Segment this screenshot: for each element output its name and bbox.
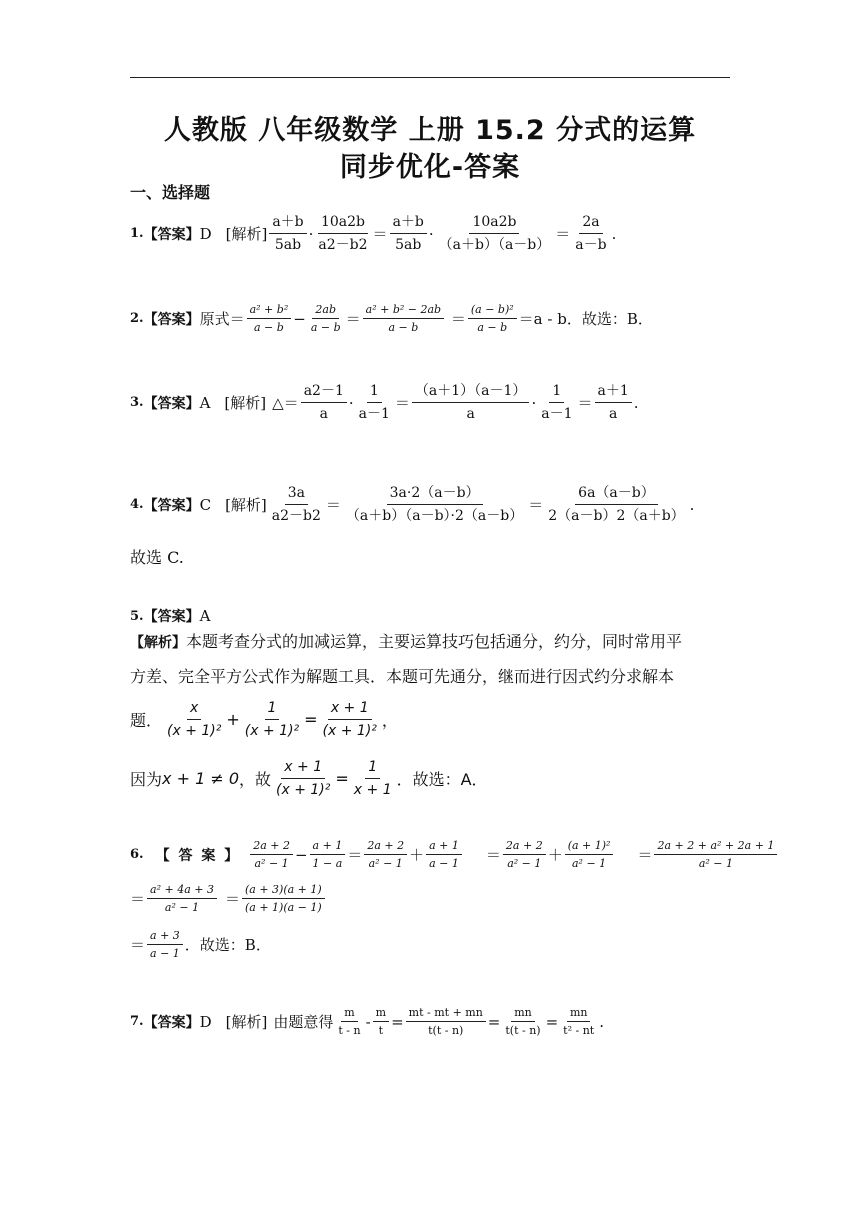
because-text: 因为 xyxy=(130,770,163,789)
conclusion: ．故选：B． xyxy=(184,936,271,954)
denominator: 5ab xyxy=(274,237,302,253)
numerator: 1 xyxy=(365,757,380,779)
q4-conclusion: 故选 C. xyxy=(130,548,184,567)
answer-tag: 【答案】 xyxy=(143,1014,200,1031)
answer-tag: 【 答 案 】 xyxy=(155,847,241,864)
question-number: 4. xyxy=(130,497,144,512)
fraction xyxy=(269,483,324,526)
numerator: 2a + 2 xyxy=(503,838,546,855)
denominator: a² − 1 xyxy=(571,857,607,870)
denominator: a2－b2 xyxy=(318,237,368,253)
denominator: a² − 1 xyxy=(254,857,289,870)
numerator: 3a xyxy=(285,483,308,505)
answer-tag: 【答案】 xyxy=(143,226,200,243)
fraction xyxy=(468,302,517,335)
question-4: 4. 【答案】 C [解析] $\frac{3a}{a2-b2}$ ＝ $\frac{3a\cdot 2(a-b)}{(a+b)(a-b)\cdot 2(a-b)}$ ＝ $\frac{6a(a-b)}{2(a-b)2(a+b)}$ . xyxy=(130,485,695,524)
answer-choice: A xyxy=(199,607,211,625)
numerator: x xyxy=(187,698,201,720)
denominator: a − b xyxy=(388,321,419,334)
question-6-line2: ＝ $\frac{\text{a² + 4a + 3}}{\text{a² − 1}}$ ＝ $\frac{(a + 3)(a + 1)}{(a + 1)(a - 1)}$ xyxy=(130,882,327,915)
numerator: 1 xyxy=(549,381,564,403)
numerator: a² + 4a + 3 xyxy=(147,882,217,899)
fraction xyxy=(308,302,344,335)
fraction xyxy=(242,698,302,741)
numerator: a2－1 xyxy=(301,381,347,403)
question-5-explanation xyxy=(130,625,730,693)
denominator: a − 1 xyxy=(150,947,180,960)
fraction xyxy=(315,212,370,255)
numerator: mn xyxy=(567,1005,591,1022)
answer-tag: 【答案】 xyxy=(143,311,200,328)
denominator: a − b xyxy=(254,321,284,334)
answer-choice: D xyxy=(199,224,212,243)
yuanshi-label: 原式＝ xyxy=(199,310,245,328)
fraction xyxy=(273,757,333,800)
denominator: a2－b2 xyxy=(271,508,321,524)
denominator: a xyxy=(466,406,475,422)
numerator: (a + 3)(a + 1) xyxy=(242,882,325,899)
question-3: 3. 【答案】 A [解析] △＝ $\frac{a2-1}{a}$ · $\frac{1}{a-1}$ ＝ $\frac{(a+1)(a-1)}{a}$ · $\frac{1}{a-1}$ ＝ $\frac{a+1}{a}$ . xyxy=(130,383,639,422)
numerator: 2a + 2 xyxy=(250,838,293,855)
fraction xyxy=(147,882,217,915)
question-number: 1. xyxy=(130,226,144,241)
denominator: 2（a－b）2（a＋b） xyxy=(548,508,685,524)
denominator: t(t - n) xyxy=(505,1024,541,1037)
explanation-text: 方差、完全平方公式作为解题工具．本题可先通分，继而进行因式约分求解本 xyxy=(130,667,675,686)
expression-lead: △＝ xyxy=(272,394,299,412)
conclusion: ．故选：A． xyxy=(396,770,488,789)
question-number: 5. xyxy=(130,608,144,624)
fraction xyxy=(436,212,554,255)
denominator: a－b xyxy=(575,237,607,253)
denominator: a－1 xyxy=(358,406,390,422)
numerator: a² + b² xyxy=(247,302,292,319)
therefore-text: ，故 xyxy=(239,770,272,789)
numerator: 1 xyxy=(265,698,280,720)
denominator: a − b xyxy=(310,321,341,334)
denominator: a² − 1 xyxy=(507,857,542,870)
numerator: 2ab xyxy=(312,302,339,319)
question-number: 2. xyxy=(130,311,144,326)
numerator: m xyxy=(373,1005,389,1022)
numerator: mt - mt + mn xyxy=(406,1005,486,1022)
fraction xyxy=(560,1005,597,1038)
fraction xyxy=(502,1005,543,1038)
question-7: 7. 【答案】 D [解析] 由题意得 $\frac{m}{t - n}$ - $\frac{m}{t}$ = $\frac{mt - mt + mn}{t(t - n)}$ = $\frac{mn}{t(t - n)}$ = $\frac{mn}{\text{t² - nt}}$ . xyxy=(130,1006,604,1037)
explanation-text: 题． xyxy=(130,711,163,730)
jiexi-label: [解析] xyxy=(225,496,267,514)
answer-choice: D xyxy=(199,1012,212,1031)
numerator: 10a2b xyxy=(318,212,368,234)
fraction xyxy=(164,698,224,741)
fraction xyxy=(320,698,380,741)
fraction xyxy=(654,838,777,871)
fraction xyxy=(356,381,393,424)
denominator: （a＋b）（a－b） xyxy=(438,237,551,253)
question-number: 6. xyxy=(130,847,144,862)
denominator: a² − 1 xyxy=(164,901,200,914)
numerator: a² + b² − 2ab xyxy=(363,302,444,319)
denominator: (x + 1)² xyxy=(322,723,377,739)
numerator: 2a + 2 + a² + 2a + 1 xyxy=(654,838,777,855)
numerator: 1 xyxy=(367,381,382,403)
fraction xyxy=(301,381,347,424)
fraction xyxy=(572,212,609,255)
fraction xyxy=(310,838,346,871)
fraction xyxy=(503,838,546,871)
jiexi-label: [解析] xyxy=(224,394,267,412)
numerator: a + 3 xyxy=(147,928,183,945)
question-number: 3. xyxy=(130,395,144,410)
denominator: t - n xyxy=(338,1024,361,1037)
jiexi-label: 【解析】 xyxy=(130,635,186,651)
numerator: 3a·2（a－b） xyxy=(387,483,483,505)
fraction xyxy=(364,838,407,871)
denominator: （a＋b）（a－b）·2（a－b） xyxy=(345,508,524,524)
fraction xyxy=(538,381,575,424)
numerator: a＋b xyxy=(390,212,427,234)
numerator: a＋b xyxy=(269,212,306,234)
denominator: x + 1 xyxy=(353,782,392,798)
denominator: (x + 1)² xyxy=(167,723,222,739)
fraction xyxy=(269,212,306,255)
denominator: a xyxy=(608,406,618,422)
question-2: 2. 【答案】 原式＝ $\frac{\text{a² + b²}}{a - b}$ − $\frac{2ab}{a - b}$ ＝ $\frac{\text{a² + b² − 2ab}}{a - b}$ ＝ $\frac{\text{(a − b)²}}{a - b}$ ＝a - b．故选：B． xyxy=(130,303,653,334)
numerator: x + 1 xyxy=(328,698,372,720)
expression-lead: 由题意得 xyxy=(273,1013,334,1031)
numerator: 2a xyxy=(579,212,602,234)
q5-conclusion: 因为 x + 1 ≠ 0 ，故 $\frac{x + 1}{\text{(x + 1)²}}$ = $\frac{1}{x + 1}$ ．故选：A． xyxy=(130,759,488,798)
fraction xyxy=(545,483,687,526)
question-5-header xyxy=(130,606,210,626)
numerator: 6a（a－b） xyxy=(575,483,658,505)
numerator: 2a + 2 xyxy=(364,838,407,855)
numerator: m xyxy=(341,1005,357,1022)
denominator: a xyxy=(319,406,328,422)
section-heading: 一、选择题 xyxy=(130,183,211,202)
condition: x + 1 ≠ 0 xyxy=(162,769,239,788)
numerator: （a＋1）（a－1） xyxy=(412,381,530,403)
denominator: a − b xyxy=(477,321,508,334)
denominator: a－1 xyxy=(541,406,573,422)
question-number: 7. xyxy=(130,1014,144,1029)
answer-tag: 【答案】 xyxy=(143,609,200,625)
conclusion: ＝a - b．故选：B． xyxy=(518,310,653,328)
top-rule xyxy=(130,77,730,78)
fraction xyxy=(343,483,526,526)
numerator: a + 1 xyxy=(426,838,462,855)
denominator: t(t - n) xyxy=(428,1024,464,1037)
numerator: (a + 1)² xyxy=(565,838,614,855)
denominator: a − 1 xyxy=(429,857,459,870)
q5-expression: 题． $\frac{x}{\text{(x + 1)²}}$ + $\frac{1}{\text{(x + 1)²}}$ = $\frac{x + 1}{\text{(x + 1)²}}$ ， xyxy=(130,700,398,739)
question-6-line3: ＝ $\frac{a + 3}{a - 1}$ ．故选：B． xyxy=(130,929,271,960)
denominator: a² − 1 xyxy=(368,857,403,870)
answer-choice: C xyxy=(199,495,212,514)
page-title: 人教版 八年级数学 上册 15.2 分式的运算 xyxy=(163,115,697,146)
numerator: a + 1 xyxy=(310,838,346,855)
fraction xyxy=(390,212,427,255)
numerator: mn xyxy=(511,1005,535,1022)
fraction xyxy=(247,302,292,335)
question-6-line1: 6. 【 答 案 】 $\frac{2a + 2}{\text{a² − 1}}$ − $\frac{a + 1}{1 - a}$ ＝ $\frac{2a + 2}{\text{a² − 1}}$ ＋ $\frac{a + 1}{a - 1}$ ＝ $\frac{2a + 2}{\text{a² − 1}}$ ＋ $\frac{\text{(a + 1)²}}{\text{a² − 1}}$ ＝ $\frac{\text{2a + 2 + a² + 2a + 1}}{\text{a² − 1}}$ xyxy=(130,838,779,871)
answer-tag: 【答案】 xyxy=(143,395,200,412)
numerator: x + 1 xyxy=(281,757,325,779)
numerator: 10a2b xyxy=(469,212,519,234)
fraction xyxy=(595,381,632,424)
denominator: 5ab xyxy=(395,237,422,253)
explanation-text: 本题考查分式的加减运算，主要运算技巧包括通分，约分，同时常用平 xyxy=(186,632,683,651)
fraction xyxy=(147,928,183,961)
fraction xyxy=(351,757,395,800)
denominator: 1 − a xyxy=(312,857,343,870)
answer-choice: A xyxy=(199,393,211,412)
denominator: (x + 1)² xyxy=(244,723,300,739)
fraction xyxy=(373,1005,389,1038)
answer-tag: 【答案】 xyxy=(143,497,200,514)
fraction xyxy=(242,882,325,915)
numerator: a＋1 xyxy=(595,381,632,403)
denominator: t² - nt xyxy=(563,1024,595,1037)
fraction xyxy=(363,302,444,335)
question-1: 1. 【答案】 D [解析] $\frac{a+b}{5ab}$ · $\frac{10a2b}{a2-b2}$ ＝ $\frac{a+b}{5ab}$ · $\frac{10a2b}{(a+b)(a-b)}$ ＝ $\frac{2a}{a-b}$ . xyxy=(130,214,617,253)
fraction xyxy=(412,381,530,424)
fraction xyxy=(426,838,462,871)
denominator: (a + 1)(a − 1) xyxy=(244,901,322,914)
jiexi-label: [解析] xyxy=(225,1013,268,1031)
denominator: (x + 1)² xyxy=(276,782,331,798)
denominator: t xyxy=(378,1024,384,1037)
fraction xyxy=(406,1005,486,1038)
denominator: a² − 1 xyxy=(698,857,734,870)
jiexi-label: [解析] xyxy=(225,225,268,243)
numerator: (a − b)² xyxy=(468,302,517,319)
fraction xyxy=(335,1005,363,1038)
fraction xyxy=(250,838,293,871)
fraction xyxy=(565,838,614,871)
page-subtitle: 同步优化-答案 xyxy=(339,152,521,183)
